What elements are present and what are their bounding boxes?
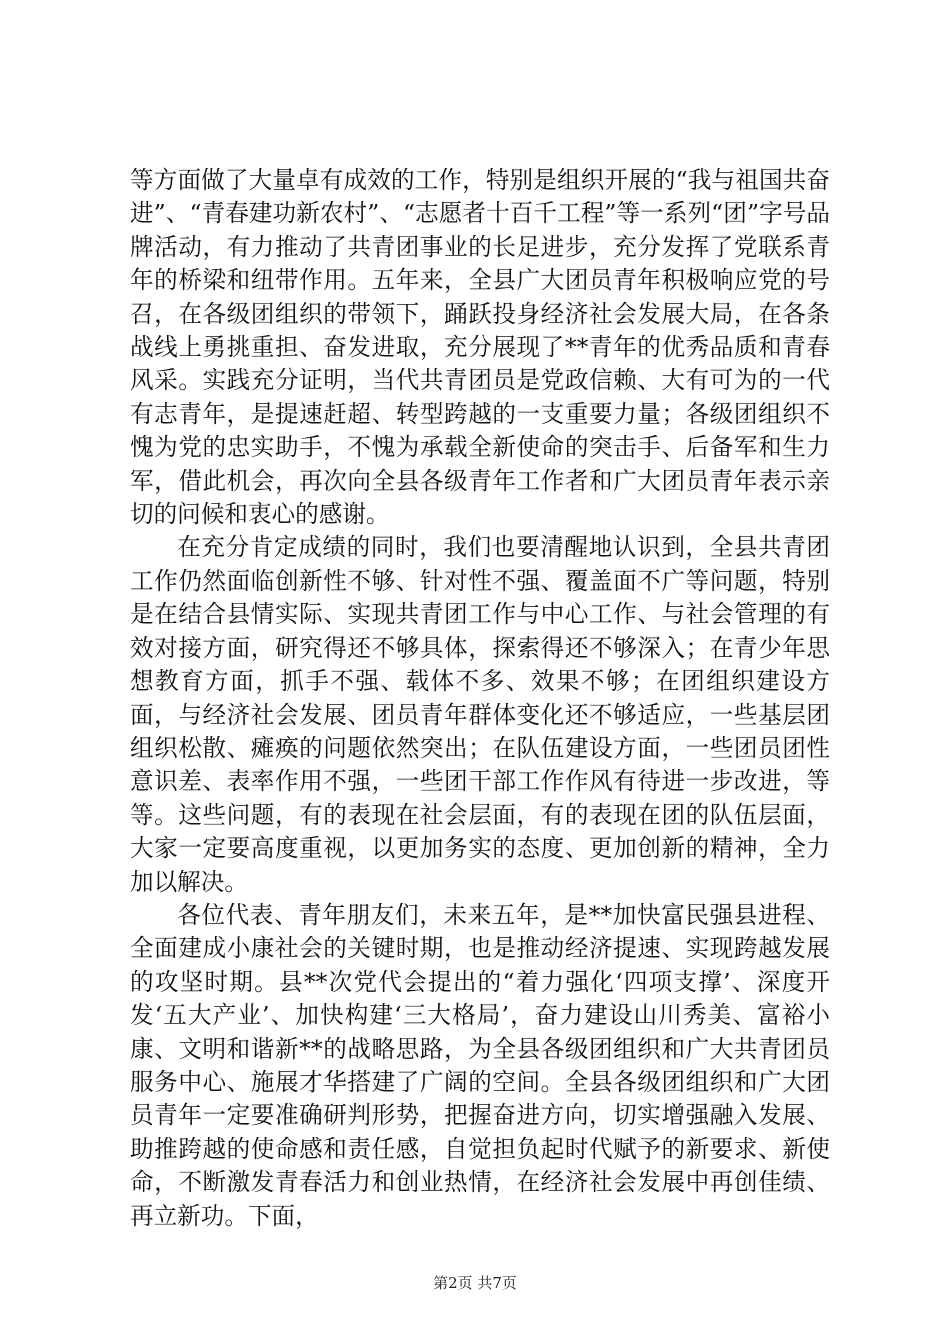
document-body <box>130 164 830 1233</box>
page-number-footer: 第2页 共7页 <box>433 1274 517 1292</box>
paragraph-3: 各位代表、青年朋友们，未来五年，是**加快富民强县进程、全面建成小康社会的关键时期，也是推动经济提速、实现跨越发展的攻坚时期。县**次党代会提出的“着力强化‘四项支撑’、深度开发‘五大产业’、加快构建‘三大格局’，奋力建设山川秀美、富裕小康、文明和谐新**的战略思路，为全县各级团组织和广大共青团员服务中心、施展才华搭建了广阔的空间。全县各级团组织和广大团员青年一定要准确研判形势，把握奋进方向，切实增强融入发展、助推跨越的使命感和责任感，自觉担负起时代赋予的新要求、新使命，不断激发青春活力和创业热情，在经济社会发展中再创佳绩、再立新功。下面， <box>130 900 830 1230</box>
paragraph-2: 在充分肯定成绩的同时，我们也要清醒地认识到，全县共青团工作仍然面临创新性不够、针对性不强、覆盖面不广等问题，特别是在结合县情实际、实现共青团工作与中心工作、与社会管理的有效对接方面，研究得还不够具体，探索得还不够深入；在青少年思想教育方面，抓手不强、载体不多、效果不够；在团组织建设方面，与经济社会发展、团员青年群体变化还不够适应，一些基层团组织松散、瘫痪的问题依然突出；在队伍建设方面，一些团员团性意识差、表率作用不强，一些团干部工作作风有待进一步改进，等等。这些问题，有的表现在社会层面，有的表现在团的队伍层面，大家一定要高度重视，以更加务实的态度、更加创新的精神，全力加以解决。 <box>130 533 830 896</box>
paragraph-1: 等方面做了大量卓有成效的工作，特别是组织开展的“我与祖国共奋进”、“青春建功新农村”、“志愿者十百千工程”等一系列“团”字号品牌活动，有力推动了共青团事业的长足进步，充分发挥了党联系青年的桥梁和纽带作用。五年来，全县广大团员青年积极响应党的号召，在各级团组织的带领下，踊跃投身经济社会发展大局，在各条战线上勇挑重担、奋发进取，充分展现了**青年的优秀品质和青春风采。实践充分证明，当代共青团员是党政信赖、大有可为的一代有志青年，是提速赶超、转型跨越的一支重要力量；各级团组织不愧为党的忠实助手，不愧为承载全新使命的突击手、后备军和生力军，借此机会，再次向全县各级青年工作者和广大团员青年表示亲切的问候和衷心的感谢。 <box>130 166 830 529</box>
